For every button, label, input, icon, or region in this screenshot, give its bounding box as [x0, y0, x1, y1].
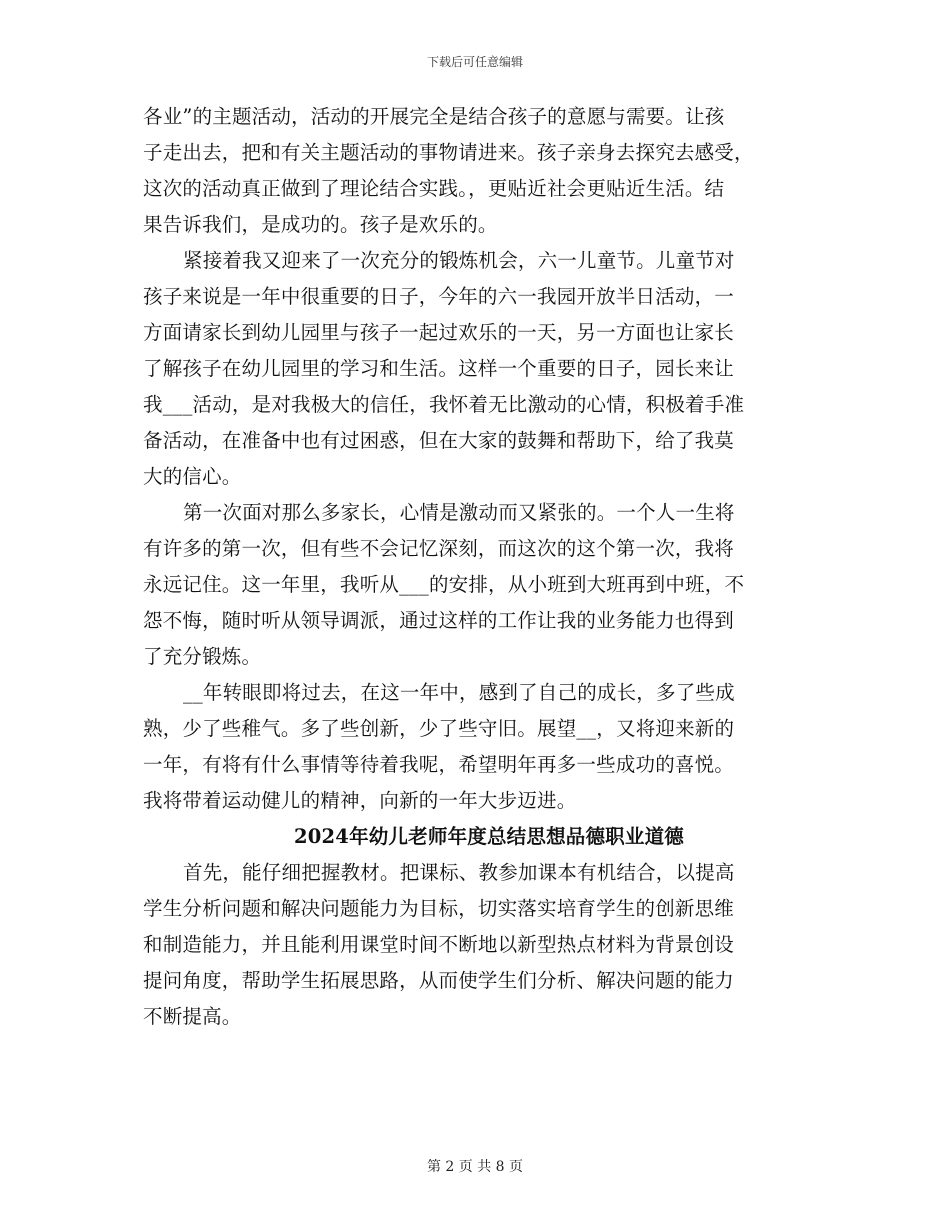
document-body: [143, 99, 805, 1035]
text-line: 这次的活动真正做到了理论结合实践。，更贴近社会更贴近生活。结: [143, 177, 725, 200]
text-line: 我将带着运动健儿的精神，向新的一年大步迈进。: [143, 789, 577, 812]
text-line: 果告诉我们，是成功的。孩子是欢乐的。: [143, 213, 498, 236]
text-line: 孩子来说是一年中很重要的日子，今年的六一我园开放半日活动，一: [143, 285, 735, 308]
text-line: 第一次面对那么多家长，心情是激动而又紧张的。一个人一生将: [183, 501, 735, 524]
text-line: 了充分锻炼。: [143, 645, 262, 668]
text-line: 了解孩子在幼儿园里的学习和生活。这样一个重要的日子，园长来让: [143, 357, 735, 380]
section-title: 2024年幼儿老师年度总结思想品德职业道德: [294, 825, 684, 848]
text-line: 和制造能力，并且能利用课堂时间不断地以新型热点材料为背景创设: [143, 933, 735, 956]
text-line: 有许多的第一次，但有些不会记忆深刻，而这次的这个第一次，我将: [143, 537, 735, 560]
text-line: 不断提高。: [143, 1005, 242, 1028]
text-line: 子走出去，把和有关主题活动的事物请进来。孩子亲身去探究去感受，: [143, 141, 754, 164]
text-line: 各业”的主题活动，活动的开展完全是结合孩子的意愿与需要。让孩: [143, 105, 725, 128]
text-line: 一年，有将有什么事情等待着我呢，希望明年再多一些成功的喜悦。: [143, 753, 735, 776]
text-line: 紧接着我又迎来了一次充分的锻炼机会，六一儿童节。儿童节对: [183, 249, 735, 272]
paragraph: [143, 855, 805, 1035]
text-line: 备活动，在准备中也有过困惑，但在大家的鼓舞和帮助下，给了我莫: [143, 429, 735, 452]
paragraph: [143, 99, 805, 243]
paragraph: [143, 243, 805, 495]
text-line: 学生分析问题和解决问题能力为目标，切实落实培育学生的创新思维: [143, 897, 735, 920]
paragraph: [143, 495, 805, 675]
text-line: 我___活动，是对我极大的信任，我怀着无比激动的心情，积极着手准: [143, 393, 745, 416]
paragraph: [143, 675, 805, 819]
text-line: 熟，少了些稚气。多了些创新，少了些守旧。展望__，又将迎来新的: [143, 717, 735, 740]
text-line: 首先，能仔细把握教材。把课标、教参加课本有机结合，以提高: [183, 861, 735, 884]
header-note: 下载后可任意编辑: [426, 55, 523, 69]
text-line: __年转眼即将过去，在这一年中，感到了自己的成长，多了些成: [183, 681, 735, 704]
page-number: 第 2 页 共 8 页: [426, 1159, 524, 1175]
text-line: 提问角度，帮助学生拓展思路，从而使学生们分析、解决问题的能力: [143, 969, 735, 992]
text-line: 怨不悔，随时听从领导调派，通过这样的工作让我的业务能力也得到: [143, 609, 735, 632]
text-line: 永远记住。这一年里，我听从___的安排，从小班到大班再到中班，不: [143, 573, 745, 596]
text-line: 大的信心。: [143, 465, 242, 488]
text-line: 方面请家长到幼儿园里与孩子一起过欢乐的一天，另一方面也让家长: [143, 321, 735, 344]
